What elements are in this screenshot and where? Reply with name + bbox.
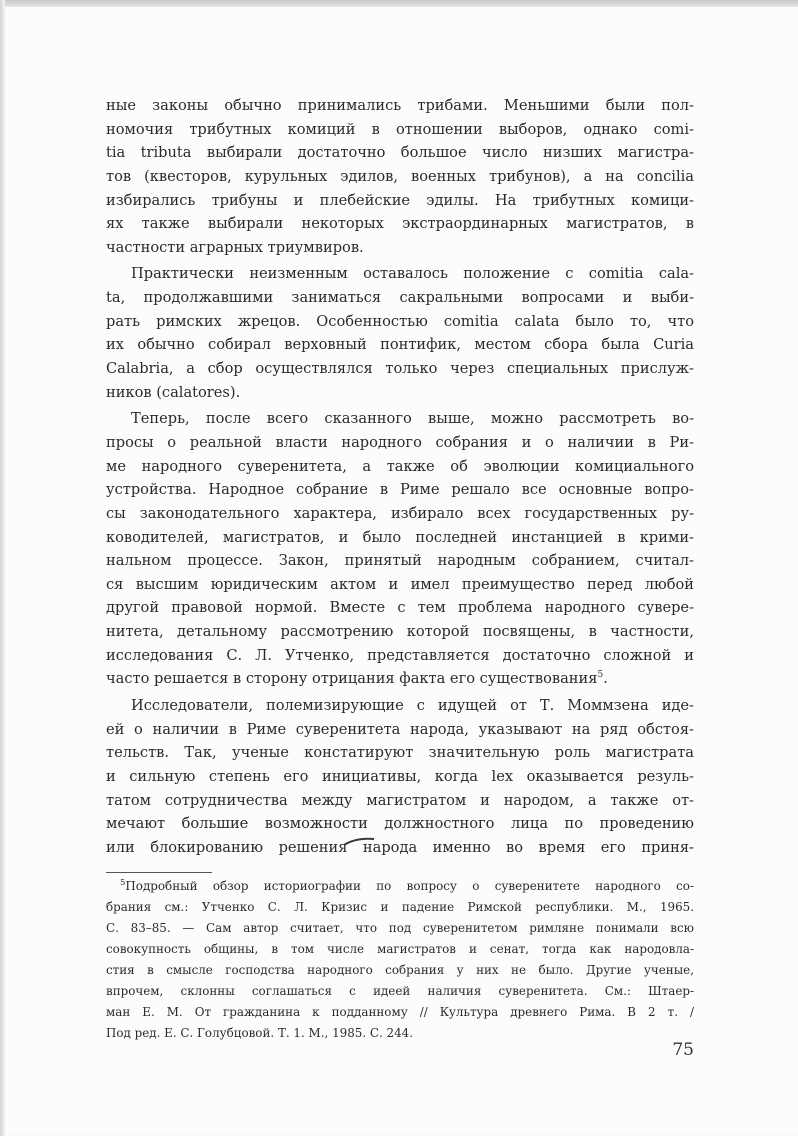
text-line: ta, продолжавшими заниматься сакральными вопросами и выби- [106,289,694,307]
footnote-separator [106,872,212,873]
text-line: Calabria, а сбор осуществлялся только через специальных прислуж- [106,360,694,378]
text-line: другой правовой нормой. Вместе с тем проблема народного сувере- [106,599,694,617]
text-line: татом сотрудничества между магистратом и народом, а также от- [106,791,694,809]
text-line: ей о наличии в Риме суверенитета народа, указывают на ряд обстоя- [106,720,694,738]
text-line: ме народного суверенитета, а также об эволюции комициального [106,457,694,475]
text-line: устройства. Народное собрание в Риме решало все основные вопро- [106,481,694,499]
text-line: tia tributa выбирали достаточно большое число низших магистра- [106,144,694,162]
paragraph [106,262,694,404]
text-line: ся высшим юридическим актом и имел преимущество перед любой [106,575,694,593]
text-line: и сильную степень его инициативы, когда lex оказывается резуль- [106,767,694,785]
text-line: Теперь, после всего сказанного выше, можно рассмотреть во- [131,410,694,428]
paragraph [106,694,694,859]
footnote-line: ман Е. М. От гражданина к подданному // Культура древнего Рима. В 2 т. / [106,1005,694,1019]
footnote-line: брания см.: Утченко С. Л. Кризис и падение Римской республики. М., 1965. [106,900,694,914]
text-line: тов (квесторов, курульных эдилов, военных трибунов), а на concilia [106,167,694,185]
text-line: ях также выбирали некоторых экстраординарных магистратов, в [106,215,694,233]
scan-top-edge [0,0,798,7]
page-number: 75 [672,1040,694,1060]
footnote-reference[interactable]: 5 [597,670,604,681]
text-line: ководителей, магистратов, и было последней инстанцией в крими- [106,528,694,546]
text-line: или блокированию решения народа именно во время его приня- [106,838,694,856]
footnote-line: стия в смысле господства народного собрания у них не было. Другие ученые, [106,963,694,977]
text-line: часто решается в сторону отрицания факта его существования$^5$. [106,670,608,688]
text-line: исследования С. Л. Утченко, представляется достаточно сложной и [106,646,694,664]
text-line: просы о реальной власти народного собрания и о наличии в Ри- [106,433,694,451]
text-line: их обычно собирал верховный понтифик, местом сбора была Curia [106,336,694,354]
paragraph [106,94,694,259]
text-line: ников (calatores). [106,383,241,401]
text-line: нитета, детальному рассмотрению которой посвящены, в частности, [106,623,694,641]
footnote [106,876,694,1044]
footnote-line: Под ред. Е. С. Голубцовой. Т. 1. М., 1985. С. 244. [106,1026,414,1040]
pen-mark-icon [340,835,380,849]
text-line: Исследователи, полемизирующие с идущей от Т. Моммзена иде- [131,697,694,715]
text-line: частности аграрных триумвиров. [106,238,364,256]
footnote-text: Подробный обзор историографии по вопросу о суверенитете народного со- [125,879,694,893]
text-line: тельств. Так, ученые констатируют значительную роль магистрата [106,744,694,762]
text-line-content: часто решается в сторону отрицания факта его существования [106,670,598,688]
footnote-line [106,876,694,897]
footnote-line: впрочем, склонны соглашаться с идеей наличия суверенитета. См.: Штаер- [106,984,694,998]
text-line: нальном процессе. Закон, принятый народным собранием, считал- [106,552,694,570]
text-line: рать римских жрецов. Особенностью comitia calata было то, что [106,312,694,330]
footnote-number: 5 [120,878,126,888]
paragraph [106,407,694,691]
scan-left-edge [0,0,5,1136]
text-line: ные законы обычно принимались трибами. Меньшими были пол- [106,97,694,114]
text-line: мечают большие возможности должностного лица по проведению [106,815,694,833]
text-line: избирались трибуны и плебейские эдилы. На трибутных комици- [106,191,694,209]
text-line: Практически неизменным оставалось положение с comitia cala- [131,265,694,283]
footnote-line: совокупность общины, в том числе магистратов и сенат, тогда как народовла- [106,942,694,956]
text-line: номочия трибутных комиций в отношении выборов, однако comi- [106,120,694,138]
footnote-line: С. 83–85. — Сам автор считает, что под суверенитетом римляне понимали всю [106,921,694,935]
main-text [106,94,694,863]
text-line: сы законодательного характера, избирало всех государственных ру- [106,504,694,522]
